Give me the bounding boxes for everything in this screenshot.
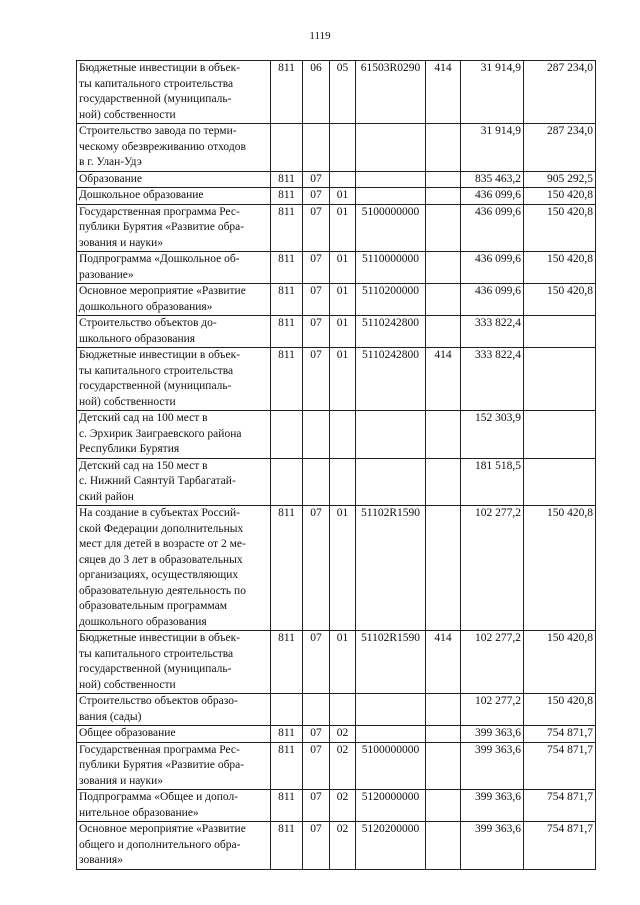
item-name-line: государственной (муниципаль- — [79, 93, 232, 105]
item-name-cell — [77, 61, 271, 124]
target-article-cell: 5110242800 — [356, 348, 426, 411]
section-code-cell: 07 — [303, 790, 330, 822]
expense-type-cell — [426, 204, 461, 252]
item-name-cell — [77, 204, 271, 252]
section-code-cell: 07 — [303, 171, 330, 188]
amount-year1-cell: 399 363,6 — [461, 790, 524, 822]
item-name-line: публики Бурятия «Развитие обра- — [79, 759, 245, 771]
item-name-line: с. Эрхирик Заиграевского района — [79, 427, 242, 440]
section-code-cell: 07 — [303, 506, 330, 631]
item-name-line: Образование — [79, 172, 143, 185]
section-code-cell — [303, 694, 330, 726]
item-name-line: мест для детей в возрасте от 2 ме- — [79, 538, 246, 550]
target-article-cell — [356, 188, 426, 205]
amount-year2-cell — [524, 348, 596, 411]
item-name-line: Основное мероприятие «Развитие — [79, 823, 246, 835]
ministry-code-cell — [271, 694, 303, 726]
expense-type-cell — [426, 790, 461, 822]
subsection-code-cell — [330, 694, 356, 726]
target-article-cell — [356, 458, 426, 506]
item-name-line: вания (сады) — [79, 710, 142, 723]
ministry-code-cell: 811 — [271, 742, 303, 790]
subsection-code-cell: 02 — [330, 822, 356, 870]
amount-year2-cell: 150 420,8 — [524, 631, 596, 694]
item-name-line: ной) собственности — [79, 678, 176, 691]
subsection-code-cell — [330, 124, 356, 172]
page-number: 1119 — [309, 30, 331, 42]
expense-type-cell — [426, 188, 461, 205]
expense-type-cell — [426, 694, 461, 726]
ministry-code-cell: 811 — [271, 348, 303, 411]
section-code-cell: 07 — [303, 631, 330, 694]
amount-year2-cell: 754 871,7 — [524, 726, 596, 743]
table-row — [77, 171, 596, 188]
expense-type-cell — [426, 171, 461, 188]
ministry-code-cell: 811 — [271, 790, 303, 822]
amount-year1-cell: 102 277,2 — [461, 506, 524, 631]
item-name-cell — [77, 188, 271, 205]
table-row — [77, 61, 596, 124]
amount-year1-cell: 102 277,2 — [461, 631, 524, 694]
item-name-line: Государственная программа Рес- — [79, 205, 240, 218]
subsection-code-cell: 02 — [330, 742, 356, 790]
item-name-line: Государственная программа Рес- — [79, 743, 240, 756]
target-article-cell — [356, 726, 426, 743]
ministry-code-cell: 811 — [271, 252, 303, 284]
item-name-cell — [77, 284, 271, 316]
ministry-code-cell: 811 — [271, 822, 303, 870]
ministry-code-cell: 811 — [271, 726, 303, 743]
item-name-line: Подпрограмма «Общее и допол- — [79, 791, 239, 803]
budget-table — [76, 60, 596, 870]
table-row — [77, 411, 596, 459]
item-name-line: с. Нижний Саянтуй Тарбагатай- — [79, 475, 236, 487]
amount-year2-cell — [524, 316, 596, 348]
item-name-line: дошкольного образования — [79, 615, 207, 628]
table-row — [77, 348, 596, 411]
table-body — [77, 61, 596, 870]
amount-year1-cell: 436 099,6 — [461, 284, 524, 316]
item-name-line: Общее образование — [79, 727, 176, 739]
item-name-cell — [77, 316, 271, 348]
item-name-line: Подпрограмма «Дошкольное об- — [79, 253, 240, 265]
item-name-cell — [77, 124, 271, 172]
section-code-cell: 07 — [303, 742, 330, 790]
table-row — [77, 822, 596, 870]
item-name-line: Строительство завода по терми- — [79, 125, 237, 137]
item-name-line: ты капитального строительства — [79, 364, 234, 377]
section-code-cell — [303, 124, 330, 172]
subsection-code-cell: 01 — [330, 506, 356, 631]
amount-year2-cell: 754 871,7 — [524, 790, 596, 822]
amount-year1-cell: 333 822,4 — [461, 348, 524, 411]
expense-type-cell: 414 — [426, 631, 461, 694]
amount-year2-cell: 287 234,0 — [524, 124, 596, 172]
amount-year1-cell: 436 099,6 — [461, 252, 524, 284]
subsection-code-cell: 02 — [330, 726, 356, 743]
item-name-cell — [77, 171, 271, 188]
item-name-line: государственной (муниципаль- — [79, 380, 232, 392]
expense-type-cell — [426, 726, 461, 743]
expense-type-cell — [426, 124, 461, 172]
section-code-cell: 07 — [303, 726, 330, 743]
item-name-line: Строительство объектов образо- — [79, 695, 238, 707]
amount-year2-cell: 905 292,5 — [524, 171, 596, 188]
ministry-code-cell: 811 — [271, 506, 303, 631]
amount-year1-cell: 399 363,6 — [461, 822, 524, 870]
ministry-code-cell: 811 — [271, 61, 303, 124]
amount-year2-cell: 754 871,7 — [524, 822, 596, 870]
amount-year1-cell: 152 303,9 — [461, 411, 524, 459]
expense-type-cell — [426, 822, 461, 870]
item-name-cell — [77, 631, 271, 694]
amount-year1-cell: 399 363,6 — [461, 742, 524, 790]
amount-year2-cell: 150 420,8 — [524, 188, 596, 205]
subsection-code-cell: 01 — [330, 188, 356, 205]
item-name-cell — [77, 252, 271, 284]
ministry-code-cell: 811 — [271, 316, 303, 348]
item-name-line: дошкольного образования» — [79, 300, 213, 313]
item-name-line: Бюджетные инвестиции в объек- — [79, 62, 241, 74]
target-article-cell: 5120000000 — [356, 790, 426, 822]
amount-year2-cell: 150 420,8 — [524, 204, 596, 252]
item-name-cell — [77, 726, 271, 743]
section-code-cell: 07 — [303, 822, 330, 870]
item-name-line: сяцев до 3 лет в образовательных — [79, 553, 243, 566]
subsection-code-cell: 05 — [330, 61, 356, 124]
section-code-cell: 07 — [303, 204, 330, 252]
subsection-code-cell: 01 — [330, 204, 356, 252]
item-name-line: ческому обезвреживанию отходов — [79, 140, 246, 153]
amount-year2-cell — [524, 411, 596, 459]
ministry-code-cell: 811 — [271, 171, 303, 188]
item-name-cell — [77, 411, 271, 459]
amount-year2-cell: 150 420,8 — [524, 284, 596, 316]
item-name-line: школьного образования — [79, 332, 196, 345]
item-name-line: образовательным программам — [79, 600, 227, 612]
amount-year1-cell: 436 099,6 — [461, 204, 524, 252]
amount-year2-cell: 287 234,0 — [524, 61, 596, 124]
section-code-cell — [303, 411, 330, 459]
subsection-code-cell: 02 — [330, 790, 356, 822]
item-name-line: ной) собственности — [79, 395, 176, 408]
item-name-line: разование» — [79, 268, 134, 281]
amount-year1-cell: 31 914,9 — [461, 124, 524, 172]
item-name-line: Дошкольное образование — [79, 189, 204, 201]
item-name-line: государственной (муниципаль- — [79, 663, 232, 675]
ministry-code-cell — [271, 458, 303, 506]
expense-type-cell — [426, 316, 461, 348]
item-name-cell — [77, 790, 271, 822]
item-name-line: общего и дополнительного обра- — [79, 838, 241, 851]
item-name-line: образовательную деятельность по — [79, 584, 246, 597]
amount-year1-cell: 31 914,9 — [461, 61, 524, 124]
subsection-code-cell — [330, 411, 356, 459]
section-code-cell — [303, 458, 330, 506]
section-code-cell: 06 — [303, 61, 330, 124]
expense-type-cell — [426, 742, 461, 790]
expense-type-cell: 414 — [426, 61, 461, 124]
target-article-cell — [356, 171, 426, 188]
target-article-cell: 5100000000 — [356, 204, 426, 252]
item-name-line: организациях, осуществляющих — [79, 569, 239, 581]
ministry-code-cell: 811 — [271, 204, 303, 252]
subsection-code-cell: 01 — [330, 284, 356, 316]
amount-year1-cell: 835 463,2 — [461, 171, 524, 188]
target-article-cell: 5110000000 — [356, 252, 426, 284]
item-name-line: Бюджетные инвестиции в объек- — [79, 349, 241, 361]
target-article-cell — [356, 411, 426, 459]
subsection-code-cell: 01 — [330, 252, 356, 284]
section-code-cell: 07 — [303, 316, 330, 348]
section-code-cell: 07 — [303, 188, 330, 205]
target-article-cell: 61503R0290 — [356, 61, 426, 124]
amount-year1-cell: 181 518,5 — [461, 458, 524, 506]
table-row — [77, 790, 596, 822]
target-article-cell: 5110242800 — [356, 316, 426, 348]
amount-year2-cell: 150 420,8 — [524, 506, 596, 631]
subsection-code-cell — [330, 171, 356, 188]
table-row — [77, 506, 596, 631]
table-row — [77, 284, 596, 316]
table-row — [77, 458, 596, 506]
table-row — [77, 726, 596, 743]
amount-year2-cell: 150 420,8 — [524, 252, 596, 284]
ministry-code-cell: 811 — [271, 188, 303, 205]
item-name-cell — [77, 742, 271, 790]
item-name-line: Основное мероприятие «Развитие — [79, 285, 246, 297]
expense-type-cell — [426, 252, 461, 284]
item-name-cell — [77, 694, 271, 726]
item-name-line: На создание в субъектах Россий- — [79, 507, 241, 519]
expense-type-cell — [426, 411, 461, 459]
expense-type-cell — [426, 506, 461, 631]
table-row — [77, 316, 596, 348]
section-code-cell: 07 — [303, 348, 330, 411]
expense-type-cell — [426, 458, 461, 506]
amount-year1-cell: 436 099,6 — [461, 188, 524, 205]
table-row — [77, 204, 596, 252]
subsection-code-cell: 01 — [330, 316, 356, 348]
amount-year1-cell: 399 363,6 — [461, 726, 524, 743]
item-name-cell — [77, 822, 271, 870]
table-row — [77, 252, 596, 284]
item-name-line: публики Бурятия «Развитие обра- — [79, 221, 245, 233]
expense-type-cell: 414 — [426, 348, 461, 411]
target-article-cell: 5110200000 — [356, 284, 426, 316]
item-name-line: Бюджетные инвестиции в объек- — [79, 632, 241, 644]
item-name-line: Детский сад на 150 мест в — [79, 459, 208, 472]
table-row — [77, 631, 596, 694]
amount-year1-cell: 333 822,4 — [461, 316, 524, 348]
amount-year2-cell — [524, 458, 596, 506]
ministry-code-cell: 811 — [271, 284, 303, 316]
item-name-line: ной) собственности — [79, 108, 176, 121]
item-name-line: зования и науки» — [79, 236, 164, 249]
item-name-line: Строительство объектов до- — [79, 317, 217, 329]
item-name-cell — [77, 458, 271, 506]
item-name-line: ский район — [79, 490, 134, 503]
target-article-cell: 51102R1590 — [356, 631, 426, 694]
amount-year2-cell: 754 871,7 — [524, 742, 596, 790]
subsection-code-cell — [330, 458, 356, 506]
table-row — [77, 742, 596, 790]
section-code-cell: 07 — [303, 252, 330, 284]
ministry-code-cell — [271, 411, 303, 459]
subsection-code-cell: 01 — [330, 348, 356, 411]
item-name-line: в г. Улан-Удэ — [79, 156, 142, 168]
item-name-line: нительное образование» — [79, 806, 199, 819]
target-article-cell: 5100000000 — [356, 742, 426, 790]
item-name-line: Республики Бурятия — [79, 443, 180, 455]
section-code-cell: 07 — [303, 284, 330, 316]
item-name-cell — [77, 348, 271, 411]
expense-type-cell — [426, 284, 461, 316]
subsection-code-cell: 01 — [330, 631, 356, 694]
item-name-line: ты капитального строительства — [79, 647, 234, 660]
item-name-line: Детский сад на 100 мест в — [79, 412, 208, 424]
target-article-cell — [356, 124, 426, 172]
table-row — [77, 188, 596, 205]
amount-year1-cell: 102 277,2 — [461, 694, 524, 726]
item-name-line: ты капитального строительства — [79, 77, 234, 90]
item-name-line: зования» — [79, 854, 123, 866]
ministry-code-cell — [271, 124, 303, 172]
amount-year2-cell: 150 420,8 — [524, 694, 596, 726]
item-name-cell — [77, 506, 271, 631]
table-row — [77, 694, 596, 726]
target-article-cell: 5120200000 — [356, 822, 426, 870]
item-name-line: зования и науки» — [79, 774, 164, 787]
target-article-cell: 51102R1590 — [356, 506, 426, 631]
table-row — [77, 124, 596, 172]
target-article-cell — [356, 694, 426, 726]
item-name-line: ской Федерации дополнительных — [79, 522, 244, 535]
ministry-code-cell: 811 — [271, 631, 303, 694]
